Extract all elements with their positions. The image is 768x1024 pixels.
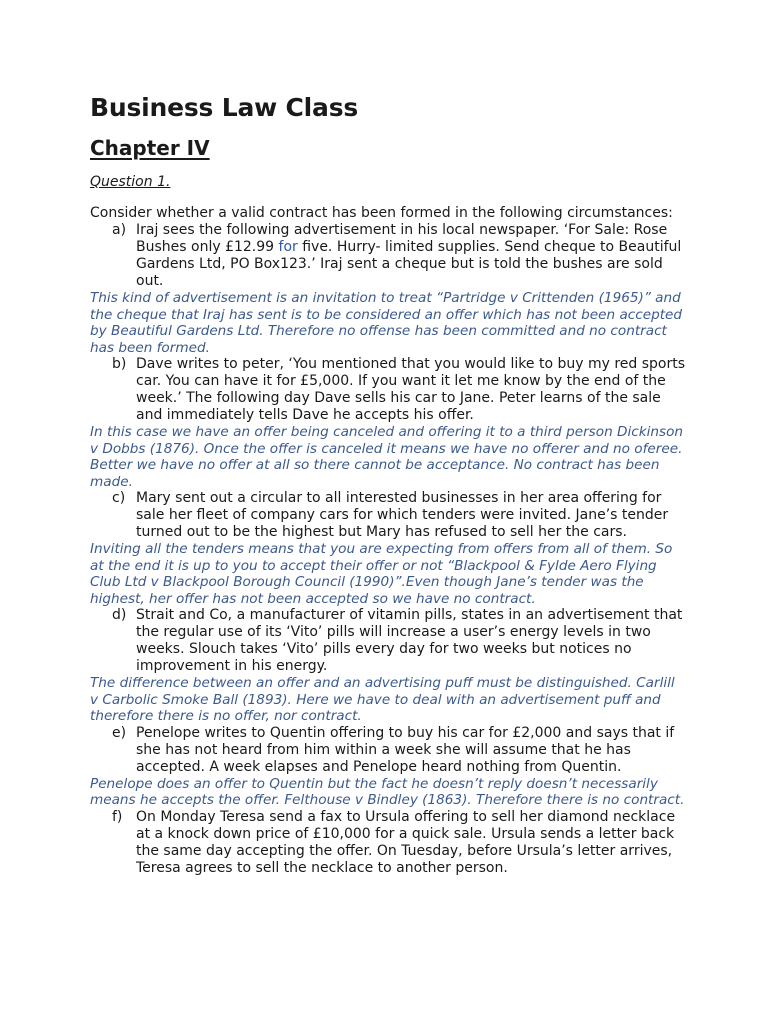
list-item-e xyxy=(90,725,685,776)
list-item-f xyxy=(90,809,685,877)
chapter-heading: Chapter IV xyxy=(90,136,210,160)
item-text xyxy=(136,222,681,289)
list-marker: c) xyxy=(112,490,126,506)
list-marker: f) xyxy=(112,808,123,825)
item-text-part: Iraj sees the following advertisement in his local newspaper. ‘For Sale: Rose Bushes only £12.99 xyxy=(136,222,668,255)
list-item-a xyxy=(90,222,685,290)
answer-paragraph-c: Inviting all the tenders means that you are expecting from offers from all of them. So at the end it is up to you to accept their offer or not “Blackpool & Fylde Aero Flying Club Ltd v Blackpool Borough Council (1990)”.Even though Jane’s tender was the highest, her offer has not been accepted so we have no contract. xyxy=(90,541,673,607)
item-text-part: five. Hurry- limited supplies. Send cheque to Beautiful Gardens Ltd, PO Box123.’ Iraj sent a cheque but is told the bushes are sold out. xyxy=(136,239,682,289)
question-heading: Question 1. xyxy=(90,174,171,190)
list-marker: a) xyxy=(112,222,127,238)
item-text: On Monday Teresa send a fax to Ursula offering to sell her diamond necklace at a knock down price of £10,000 for a quick sale. Ursula sends a letter back the same day accepting the offer. On Tuesday, before Ursula’s letter arrives, Teresa agrees to sell the necklace to another person. xyxy=(136,808,676,876)
list-item-d xyxy=(90,607,685,675)
highlighted-word: for xyxy=(278,239,298,255)
item-text: Dave writes to peter, ‘You mentioned that you would like to buy my red sports car. You can have it for £5,000. If you want it let me know by the end of the week.’ The following day Dave sells his car to Jane. Peter learns of the sale and immediately tells Dave he accepts his offer. xyxy=(136,356,686,423)
item-text: Mary sent out a circular to all interested businesses in her area offering for sale her fleet of company cars for which tenders were invited. Jane’s tender turned out to be the highest but Mary has refused to sell her the cars. xyxy=(136,490,669,540)
document-title: Business Law Class xyxy=(90,93,359,122)
answer-paragraph-d: The difference between an offer and an advertising puff must be distinguished. Carlill v Carbolic Smoke Ball (1893). Here we have to deal with an advertisement puff and therefore there is no offer, nor contract. xyxy=(90,675,675,724)
list-item-b xyxy=(90,356,685,424)
list-marker: d) xyxy=(112,607,127,623)
document-body xyxy=(90,205,685,877)
intro-paragraph: Consider whether a valid contract has been formed in the following circumstances: xyxy=(90,205,673,221)
answer-paragraph-e: Penelope does an offer to Quentin but the fact he doesn’t reply doesn’t necessarily means he accepts the offer. Felthouse v Bindley (1863). Therefore there is no contract. xyxy=(90,775,685,808)
list-marker: b) xyxy=(112,356,127,372)
answer-paragraph-a: This kind of advertisement is an invitation to treat “Partridge v Crittenden (1965)” and the cheque that Iraj has sent is to be considered an offer which has not been accepted by Beautiful Gardens Ltd. Therefore no offense has been committed and no contract has been formed. xyxy=(90,290,683,356)
list-item-c xyxy=(90,490,685,541)
answer-paragraph-b: In this case we have an offer being canceled and offering it to a third person Dickinson v Dobbs (1876). Once the offer is canceled it means we have no offerer and no oferee. Better we have no offer at all so there cannot be acceptance. No contract has been made. xyxy=(90,424,684,490)
item-text: Strait and Co, a manufacturer of vitamin pills, states in an advertisement that the regular use of its ‘Vito’ pills will increase a user’s energy levels in two weeks. Slouch takes ‘Vito’ pills every day for two weeks but notices no improvement in his energy. xyxy=(136,607,683,674)
list-marker: e) xyxy=(112,724,127,741)
item-text: Penelope writes to Quentin offering to buy his car for £2,000 and says that if she has not heard from him within a week she will assume that he has accepted. A week elapses and Penelope heard nothing from Quentin. xyxy=(136,724,675,775)
